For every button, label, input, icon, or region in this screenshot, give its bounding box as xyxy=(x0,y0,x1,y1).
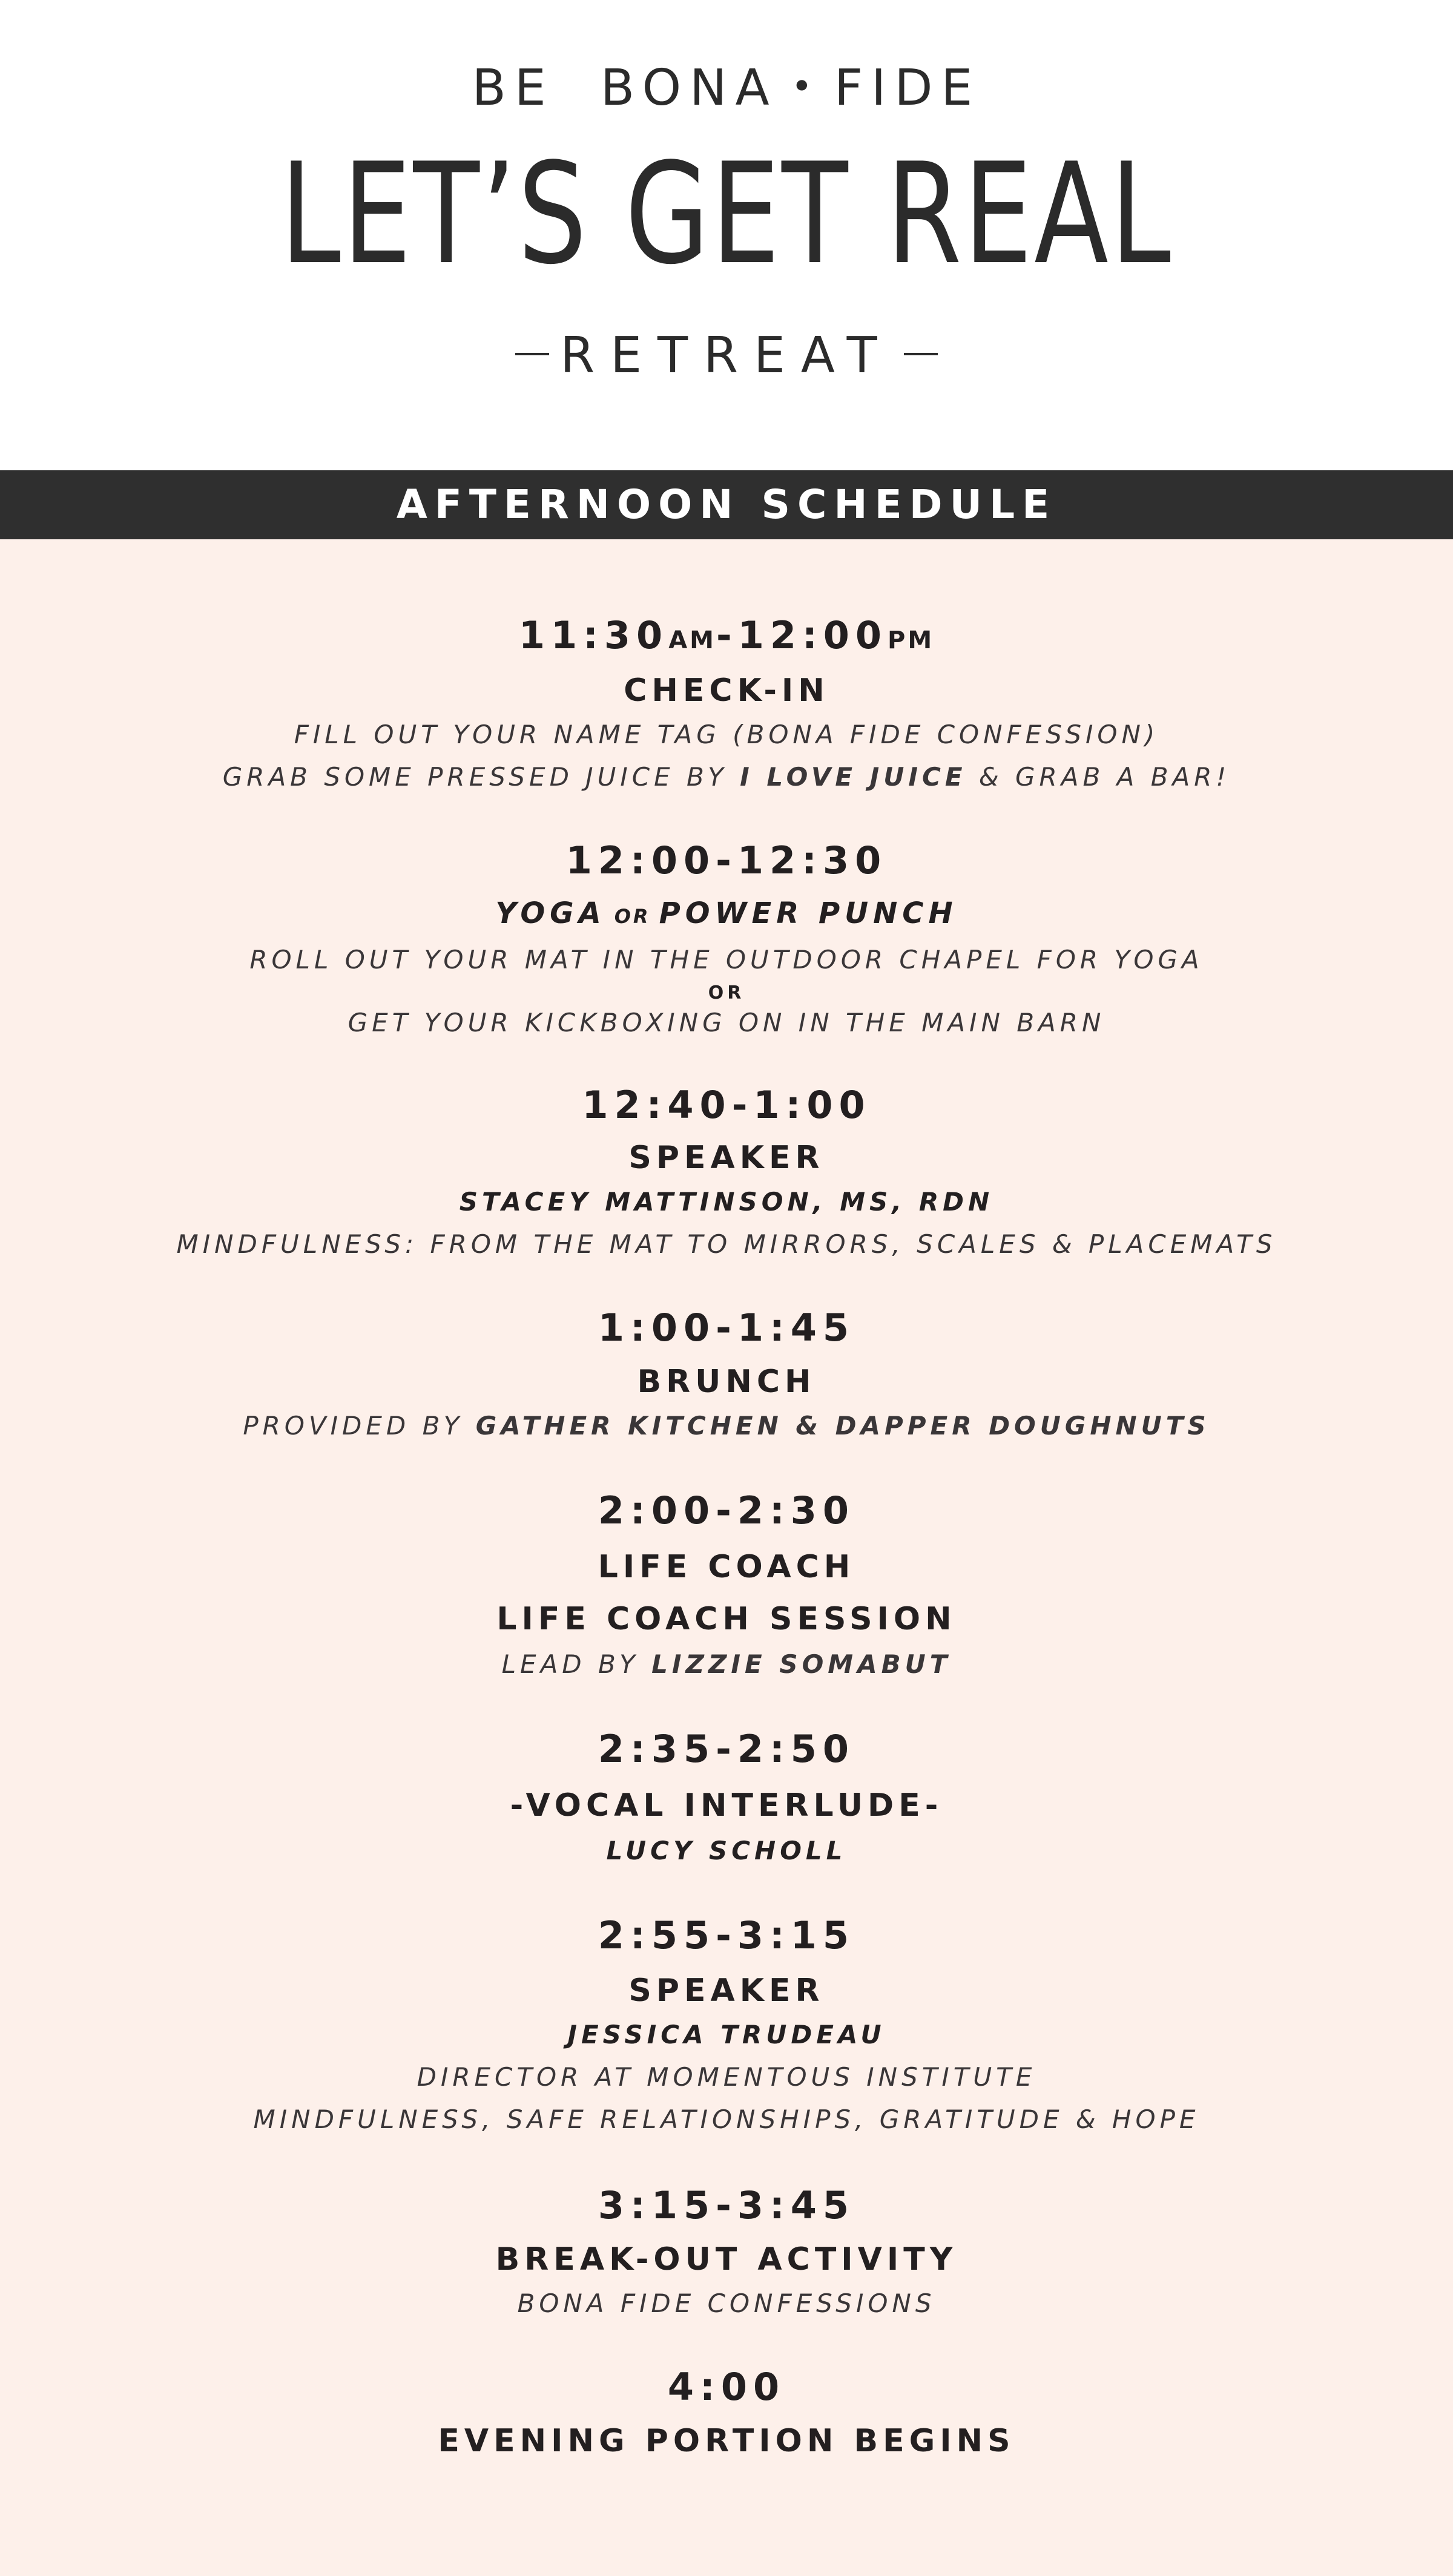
lifecoach-line xyxy=(0,1649,1453,1679)
yoga-time: 12:00-12:30 xyxy=(565,838,888,882)
speaker2-time: 2:55-3:15 xyxy=(598,1913,855,1957)
checkin-time-start: 11:30 xyxy=(518,613,669,657)
brunch-time: 1:00-1:45 xyxy=(598,1306,855,1350)
checkin-line-2-pre: GRAB SOME PRESSED JUICE BY xyxy=(222,762,740,792)
lifecoach-line-pre: LEAD BY xyxy=(501,1649,652,1679)
schedule-panel xyxy=(0,539,1453,2576)
lifecoach-title: LIFE COACH xyxy=(598,1549,855,1585)
brand-word-bona: BONA xyxy=(600,59,778,117)
lifecoach-subtitle: LIFE COACH SESSION xyxy=(496,1601,957,1637)
lifecoach-line-bold: LIZZIE SOMABUT xyxy=(651,1649,952,1679)
section-banner: AFTERNOON SCHEDULE xyxy=(0,470,1453,539)
checkin-line-2 xyxy=(0,762,1453,792)
checkin-time-sep: - xyxy=(716,613,738,657)
yoga-title xyxy=(0,896,1453,930)
breakout-title: BREAK-OUT ACTIVITY xyxy=(495,2241,958,2278)
evening-title: EVENING PORTION BEGINS xyxy=(438,2423,1015,2459)
brand-word-fide: FIDE xyxy=(834,59,981,117)
lifecoach-time: 2:00-2:30 xyxy=(598,1488,855,1533)
speaker1-name: STACEY MATTINSON, MS, RDN xyxy=(459,1187,994,1217)
speaker2-name: JESSICA TRUDEAU xyxy=(567,2020,886,2049)
breakout-time: 3:15-3:45 xyxy=(598,2183,855,2227)
brand-word-be: BE xyxy=(472,59,555,117)
header xyxy=(0,0,1453,470)
yoga-line-1: ROLL OUT YOUR MAT IN THE OUTDOOR CHAPEL FOR YOGA xyxy=(249,945,1204,974)
dash-left xyxy=(515,353,549,355)
brunch-line-bold: GATHER KITCHEN & DAPPER DOUGHNUTS xyxy=(475,1411,1210,1441)
checkin-time-start-suffix: AM xyxy=(668,626,716,654)
yoga-or: OR xyxy=(708,982,745,1004)
checkin-time-end: 12:00 xyxy=(737,613,888,657)
speaker1-title: SPEAKER xyxy=(628,1140,825,1176)
speaker2-topic: MINDFULNESS, SAFE RELATIONSHIPS, GRATITUDE & HOPE xyxy=(253,2104,1200,2134)
yoga-title-a: YOGA xyxy=(495,896,606,930)
speaker1-topic: MINDFULNESS: FROM THE MAT TO MIRRORS, SCALES & PLACEMATS xyxy=(176,1229,1277,1259)
breakout-line: BONA FIDE CONFESSIONS xyxy=(517,2288,936,2318)
vocal-title: -VOCAL INTERLUDE- xyxy=(510,1787,943,1824)
checkin-line-2-post: & GRAB A BAR! xyxy=(966,762,1231,792)
yoga-title-or: OR xyxy=(614,905,651,928)
checkin-time-end-suffix: PM xyxy=(888,626,935,654)
speaker2-title: SPEAKER xyxy=(628,1973,825,2009)
brunch-line-pre: PROVIDED BY xyxy=(243,1411,476,1441)
page-title: LET’S GET REAL xyxy=(280,134,1173,295)
yoga-title-b: POWER PUNCH xyxy=(659,896,958,930)
checkin-line-1: FILL OUT YOUR NAME TAG (BONA FIDE CONFESSION) xyxy=(294,720,1159,749)
checkin-title: CHECK-IN xyxy=(624,672,829,709)
vocal-name: LUCY SCHOLL xyxy=(606,1836,847,1865)
brunch-title: BRUNCH xyxy=(637,1364,816,1400)
subtitle-text: RETREAT xyxy=(560,327,893,384)
page-subtitle xyxy=(0,327,1453,384)
evening-time: 4:00 xyxy=(667,2365,786,2409)
brunch-line xyxy=(0,1411,1453,1441)
vocal-time: 2:35-2:50 xyxy=(598,1727,855,1771)
checkin-line-2-bold: I LOVE JUICE xyxy=(740,762,967,792)
brand-dot: • xyxy=(791,65,822,108)
speaker1-time: 12:40-1:00 xyxy=(582,1083,871,1127)
yoga-line-2: GET YOUR KICKBOXING ON IN THE MAIN BARN xyxy=(348,1008,1105,1037)
checkin-time xyxy=(0,613,1453,657)
brand-logo xyxy=(0,59,1453,117)
speaker2-role: DIRECTOR AT MOMENTOUS INSTITUTE xyxy=(417,2062,1036,2092)
dash-right xyxy=(904,353,938,355)
